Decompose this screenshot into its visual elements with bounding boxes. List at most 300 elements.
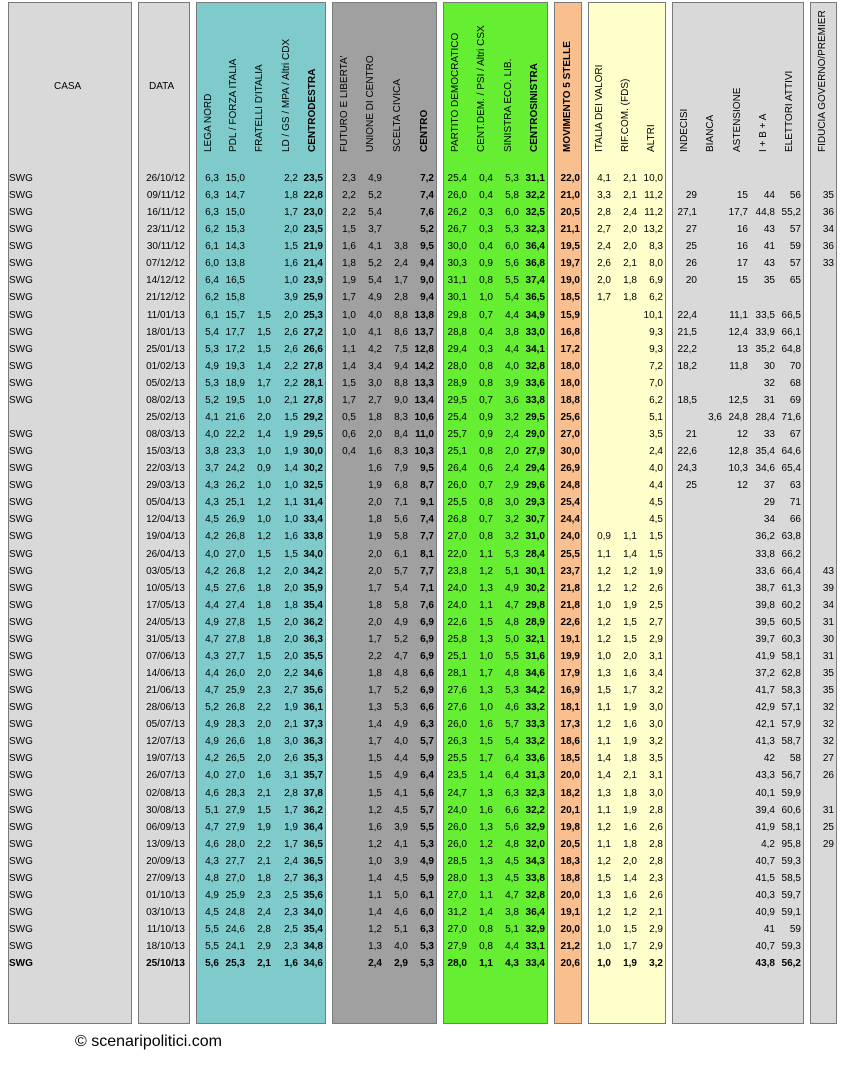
cell-m5s: 18,5 xyxy=(560,292,580,304)
cell-centro: 5,5 xyxy=(420,821,434,833)
cell-altri: 2,6 xyxy=(649,582,663,594)
cell-centrodestra: 27,8 xyxy=(303,394,323,406)
cell-sel: 6,6 xyxy=(505,804,519,816)
cell-sc: 4,0 xyxy=(394,736,408,748)
cell-idv: 1,2 xyxy=(597,633,611,645)
table-row xyxy=(0,597,856,614)
cell-fdi: 1,0 xyxy=(257,446,271,458)
cell-centrosinistra: 32,0 xyxy=(525,838,545,850)
cell-fiducia: 25 xyxy=(822,821,834,833)
cell-idv: 1,0 xyxy=(597,941,611,953)
cell-centro: 7,6 xyxy=(420,207,434,219)
cell-pd: 26,0 xyxy=(447,480,467,492)
cell-pdl: 25,3 xyxy=(225,958,245,970)
cell-idv: 1,5 xyxy=(597,685,611,697)
cell-centrosinistra: 32,2 xyxy=(525,190,545,202)
cell-altri: 1,5 xyxy=(649,548,663,560)
cell-astensione: 15 xyxy=(736,190,748,202)
cell-udc: 4,9 xyxy=(368,173,382,184)
cell-lega-nord: 6,1 xyxy=(205,241,219,253)
cell-indecisi: 22,4 xyxy=(677,309,697,321)
cell-udc: 1,8 xyxy=(368,599,382,611)
cell-pd: 26,3 xyxy=(447,736,467,748)
cell-ld: 2,5 xyxy=(284,924,298,936)
cell-m5s: 20,5 xyxy=(560,838,580,850)
cell-idv: 2,4 xyxy=(597,241,611,253)
cell-lega-nord: 5,3 xyxy=(205,377,219,389)
cell-elettori: 57 xyxy=(789,224,801,236)
header-casa: CASA xyxy=(54,81,82,92)
cell-iba: 40,7 xyxy=(755,855,775,867)
cell-pd: 26,4 xyxy=(447,463,467,475)
cell-data: 25/01/13 xyxy=(146,343,185,355)
cell-fiducia: 32 xyxy=(822,702,834,714)
cell-rc: 1,2 xyxy=(623,565,637,577)
cell-pdl: 26,0 xyxy=(225,668,245,680)
cell-pdl: 23,3 xyxy=(225,446,245,458)
cell-fli: 2,2 xyxy=(342,190,356,202)
cell-ld: 1,8 xyxy=(284,190,298,202)
cell-sc: 8,4 xyxy=(394,429,408,441)
cell-pd: 24,0 xyxy=(447,582,467,594)
cell-udc: 1,6 xyxy=(368,463,382,475)
cell-iba: 41,3 xyxy=(755,736,775,748)
cell-iba: 39,7 xyxy=(755,633,775,645)
cell-rc: 2,1 xyxy=(623,258,637,270)
cell-sc: 5,6 xyxy=(394,514,408,526)
cell-centro: 6,0 xyxy=(420,907,434,918)
cell-elettori: 68 xyxy=(789,377,801,389)
cell-m5s: 21,2 xyxy=(560,941,580,953)
table-row xyxy=(0,443,856,460)
cell-casa: SWG xyxy=(9,326,33,338)
cell-m5s: 30,0 xyxy=(560,446,580,458)
cell-data: 26/10/12 xyxy=(146,173,185,184)
cell-elettori: 64,6 xyxy=(781,446,801,458)
cell-centrodestra: 36,5 xyxy=(303,838,323,850)
cell-cd: 1,3 xyxy=(479,787,493,799)
cell-cd: 1,7 xyxy=(479,668,493,680)
cell-m5s: 24,8 xyxy=(560,480,580,492)
cell-udc: 1,4 xyxy=(368,907,382,918)
cell-ld: 1,9 xyxy=(284,446,298,458)
cell-sc: 7,9 xyxy=(394,463,408,475)
cell-m5s: 18,8 xyxy=(560,872,580,884)
cell-sc: 4,0 xyxy=(394,941,408,953)
cell-fli: 1,0 xyxy=(342,326,356,338)
cell-sc: 8,3 xyxy=(394,446,408,458)
cell-centrodestra: 29,2 xyxy=(303,411,323,423)
cell-ld: 2,0 xyxy=(284,309,298,321)
cell-pdl: 26,9 xyxy=(225,514,245,526)
cell-centro: 7,6 xyxy=(420,599,434,611)
cell-fiducia: 35 xyxy=(822,668,834,680)
cell-data: 22/03/13 xyxy=(146,463,185,475)
cell-iba: 29 xyxy=(763,497,775,509)
table-row xyxy=(0,341,856,358)
cell-casa: SWG xyxy=(9,565,33,577)
cell-altri: 2,9 xyxy=(649,924,663,936)
cell-rc: 1,1 xyxy=(623,531,637,543)
cell-sel: 6,4 xyxy=(505,770,519,782)
cell-pd: 25,8 xyxy=(447,633,467,645)
cell-cd: 1,6 xyxy=(479,719,493,731)
cell-lega-nord: 4,0 xyxy=(205,548,219,560)
cell-centrodestra: 30,2 xyxy=(303,463,323,475)
cell-altri: 2,5 xyxy=(649,599,663,611)
cell-cd: 1,1 xyxy=(479,889,493,901)
cell-centro: 5,9 xyxy=(420,872,434,884)
table-row xyxy=(0,289,856,306)
cell-centro: 6,9 xyxy=(420,633,434,645)
cell-casa: SWG xyxy=(9,582,33,594)
cell-ld: 1,6 xyxy=(284,531,298,543)
cell-pdl: 15,8 xyxy=(225,292,245,304)
cell-pd: 25,4 xyxy=(447,173,467,184)
cell-fdi: 1,5 xyxy=(257,343,271,355)
cell-ld: 2,0 xyxy=(284,650,298,662)
cell-sc: 6,8 xyxy=(394,480,408,492)
cell-sc: 8,3 xyxy=(394,411,408,423)
cell-casa: SWG xyxy=(9,958,33,970)
cell-udc: 1,6 xyxy=(368,821,382,833)
cell-fdi: 2,2 xyxy=(257,838,271,850)
cell-cd: 1,5 xyxy=(479,616,493,628)
cell-ld: 1,5 xyxy=(284,548,298,560)
cell-pdl: 21,6 xyxy=(225,411,245,423)
cell-sc: 5,0 xyxy=(394,889,408,901)
cell-idv: 2,8 xyxy=(597,207,611,219)
cell-fli: 0,4 xyxy=(342,446,356,458)
cell-fdi: 0,9 xyxy=(257,463,271,475)
cell-ld: 1,5 xyxy=(284,411,298,423)
cell-m5s: 19,1 xyxy=(560,633,580,645)
cell-cd: 0,3 xyxy=(479,343,493,355)
cell-centrodestra: 37,8 xyxy=(303,787,323,799)
cell-centro: 5,7 xyxy=(420,736,434,748)
header-sel: SINISTRA ECO. LIB. xyxy=(503,58,514,152)
cell-pdl: 27,8 xyxy=(225,616,245,628)
cell-rc: 1,8 xyxy=(623,753,637,765)
cell-elettori: 59 xyxy=(789,924,801,936)
cell-casa: SWG xyxy=(9,702,33,714)
cell-pd: 22,0 xyxy=(447,548,467,560)
cell-udc: 3,4 xyxy=(368,360,382,372)
cell-elettori: 58,1 xyxy=(781,821,801,833)
cell-fli: 0,5 xyxy=(342,411,356,423)
cell-centro: 13,4 xyxy=(414,394,434,406)
cell-sel: 3,8 xyxy=(505,326,519,338)
cell-centro: 9,4 xyxy=(420,258,434,270)
cell-rc: 2,0 xyxy=(623,855,637,867)
header-centro: CENTRO xyxy=(419,109,430,152)
table-row xyxy=(0,528,856,545)
cell-cd: 0,4 xyxy=(479,326,493,338)
cell-elettori: 59,3 xyxy=(781,855,801,867)
cell-idv: 1,1 xyxy=(597,804,611,816)
cell-sc: 7,5 xyxy=(394,343,408,355)
cell-fli: 1,8 xyxy=(342,258,356,270)
cell-pd: 24,7 xyxy=(447,787,467,799)
cell-fdi: 1,0 xyxy=(257,514,271,526)
cell-centrodestra: 36,5 xyxy=(303,855,323,867)
cell-cd: 0,9 xyxy=(479,411,493,423)
cell-sc: 5,4 xyxy=(394,582,408,594)
cell-sel: 6,0 xyxy=(505,207,519,219)
cell-cd: 0,9 xyxy=(479,258,493,270)
cell-idv: 1,7 xyxy=(597,292,611,304)
cell-fdi: 1,8 xyxy=(257,582,271,594)
header-elettori: ELETTORI ATTIVI xyxy=(784,70,795,152)
cell-m5s: 19,9 xyxy=(560,650,580,662)
cell-m5s: 27,0 xyxy=(560,429,580,441)
cell-fiducia: 30 xyxy=(822,633,834,645)
cell-sc: 5,1 xyxy=(394,924,408,936)
cell-sc: 4,9 xyxy=(394,616,408,628)
cell-centrosinistra: 29,8 xyxy=(525,599,545,611)
table-row xyxy=(0,426,856,443)
cell-rc: 1,7 xyxy=(623,941,637,953)
cell-m5s: 21,1 xyxy=(560,224,580,236)
cell-data: 31/05/13 xyxy=(146,633,185,645)
cell-pd: 30,1 xyxy=(447,292,467,304)
cell-iba: 40,7 xyxy=(755,941,775,953)
cell-rc: 1,4 xyxy=(623,872,637,884)
cell-udc: 1,2 xyxy=(368,804,382,816)
cell-udc: 1,7 xyxy=(368,582,382,594)
cell-fdi: 2,0 xyxy=(257,753,271,765)
cell-elettori: 71,6 xyxy=(781,411,801,423)
cell-data: 13/09/13 xyxy=(146,838,185,850)
cell-sc: 2,9 xyxy=(394,958,408,970)
cell-casa: SWG xyxy=(9,514,33,526)
cell-centro: 6,9 xyxy=(420,650,434,662)
cell-m5s: 17,9 xyxy=(560,668,580,680)
cell-fdi: 2,1 xyxy=(257,958,271,970)
cell-fiducia: 32 xyxy=(822,736,834,748)
cell-data: 12/07/13 xyxy=(146,736,185,748)
cell-fiducia: 33 xyxy=(822,258,834,270)
cell-pdl: 18,9 xyxy=(225,377,245,389)
table-row xyxy=(0,767,856,784)
cell-fdi: 1,6 xyxy=(257,770,271,782)
cell-idv: 1,0 xyxy=(597,650,611,662)
cell-rc: 2,0 xyxy=(623,224,637,236)
cell-sel: 2,9 xyxy=(505,480,519,492)
cell-data: 30/08/13 xyxy=(146,804,185,816)
cell-pdl: 27,7 xyxy=(225,650,245,662)
cell-iba: 39,4 xyxy=(755,804,775,816)
cell-lega-nord: 4,0 xyxy=(205,429,219,441)
cell-centro: 9,0 xyxy=(420,275,434,287)
cell-pdl: 17,7 xyxy=(225,326,245,338)
cell-m5s: 23,7 xyxy=(560,565,580,577)
cell-sc: 5,2 xyxy=(394,633,408,645)
cell-cd: 1,1 xyxy=(479,599,493,611)
cell-pdl: 27,0 xyxy=(225,770,245,782)
cell-data: 05/04/13 xyxy=(146,497,185,509)
cell-sc: 4,5 xyxy=(394,804,408,816)
cell-rc: 1,9 xyxy=(623,599,637,611)
cell-cd: 0,8 xyxy=(479,446,493,458)
cell-sel: 4,8 xyxy=(505,668,519,680)
cell-centro: 13,3 xyxy=(414,377,434,389)
cell-pdl: 26,8 xyxy=(225,531,245,543)
cell-sel: 4,5 xyxy=(505,872,519,884)
cell-centrodestra: 36,2 xyxy=(303,804,323,816)
cell-altri: 6,9 xyxy=(649,275,663,287)
cell-centro: 6,3 xyxy=(420,719,434,731)
cell-sel: 4,7 xyxy=(505,599,519,611)
header-pdl: PDL / FORZA ITALIA xyxy=(228,58,239,152)
cell-centro: 9,5 xyxy=(420,241,434,253)
cell-idv: 1,4 xyxy=(597,770,611,782)
cell-m5s: 24,0 xyxy=(560,531,580,543)
cell-iba: 43,8 xyxy=(755,958,775,970)
cell-sel: 4,8 xyxy=(505,838,519,850)
table-row xyxy=(0,187,856,204)
cell-elettori: 59,9 xyxy=(781,787,801,799)
cell-udc: 1,1 xyxy=(368,889,382,901)
table-row xyxy=(0,733,856,750)
cell-idv: 1,1 xyxy=(597,736,611,748)
cell-lega-nord: 4,7 xyxy=(205,633,219,645)
table-row xyxy=(0,785,856,802)
cell-pdl: 28,0 xyxy=(225,838,245,850)
cell-udc: 4,1 xyxy=(368,241,382,253)
cell-ld: 2,4 xyxy=(284,855,298,867)
cell-indecisi: 18,2 xyxy=(677,360,697,372)
cell-fdi: 1,8 xyxy=(257,872,271,884)
cell-fiducia: 36 xyxy=(822,241,834,253)
cell-casa: SWG xyxy=(9,855,33,867)
table-row xyxy=(0,238,856,255)
cell-lega-nord: 3,8 xyxy=(205,446,219,458)
cell-fiducia: 26 xyxy=(822,770,834,782)
cell-fdi: 2,3 xyxy=(257,889,271,901)
cell-altri: 2,6 xyxy=(649,821,663,833)
cell-udc: 2,7 xyxy=(368,394,382,406)
cell-fiducia: 29 xyxy=(822,838,834,850)
table-row xyxy=(0,887,856,904)
cell-sel: 5,3 xyxy=(505,685,519,697)
cell-idv: 1,1 xyxy=(597,702,611,714)
table-row xyxy=(0,955,856,972)
cell-centrodestra: 34,2 xyxy=(303,565,323,577)
copyright-footer: © scenaripolitici.com xyxy=(75,1033,222,1050)
table-row xyxy=(0,716,856,733)
cell-sc: 5,8 xyxy=(394,599,408,611)
cell-centro: 9,4 xyxy=(420,292,434,304)
cell-cd: 0,9 xyxy=(479,429,493,441)
cell-centrosinistra: 32,3 xyxy=(525,787,545,799)
cell-udc: 1,8 xyxy=(368,411,382,423)
cell-centrodestra: 22,8 xyxy=(303,190,323,202)
cell-elettori: 57,9 xyxy=(781,719,801,731)
cell-iba: 43 xyxy=(763,224,775,236)
cell-centrosinistra: 33,6 xyxy=(525,753,545,765)
cell-centro: 6,9 xyxy=(420,685,434,697)
cell-fiducia: 32 xyxy=(822,719,834,731)
cell-centrosinistra: 36,4 xyxy=(525,907,545,918)
cell-ld: 2,6 xyxy=(284,753,298,765)
cell-altri: 2,8 xyxy=(649,855,663,867)
cell-centrosinistra: 33,0 xyxy=(525,326,545,338)
cell-ld: 1,6 xyxy=(284,258,298,270)
table-row xyxy=(0,631,856,648)
cell-fli: 2,2 xyxy=(342,207,356,219)
cell-pd: 28,8 xyxy=(447,326,467,338)
cell-elettori: 64,8 xyxy=(781,343,801,355)
cell-fli: 1,4 xyxy=(342,360,356,372)
cell-fdi: 1,5 xyxy=(257,616,271,628)
cell-sel: 3,6 xyxy=(505,394,519,406)
cell-centrodestra: 36,3 xyxy=(303,633,323,645)
cell-centrodestra: 35,5 xyxy=(303,650,323,662)
cell-altri: 9,3 xyxy=(649,343,663,355)
cell-ld: 1,5 xyxy=(284,241,298,253)
cell-sel: 5,5 xyxy=(505,650,519,662)
cell-m5s: 19,7 xyxy=(560,258,580,270)
cell-elettori: 58,3 xyxy=(781,685,801,697)
cell-centrosinistra: 33,8 xyxy=(525,394,545,406)
cell-pdl: 25,9 xyxy=(225,685,245,697)
cell-altri: 3,5 xyxy=(649,429,663,441)
cell-indecisi: 27 xyxy=(685,224,697,236)
cell-fdi: 1,2 xyxy=(257,531,271,543)
cell-indecisi: 18,5 xyxy=(677,394,697,406)
cell-astensione: 11,8 xyxy=(729,360,748,372)
cell-udc: 1,0 xyxy=(368,855,382,867)
cell-ld: 1,9 xyxy=(284,702,298,714)
cell-sel: 4,7 xyxy=(505,889,519,901)
cell-pd: 26,2 xyxy=(447,207,467,219)
cell-lega-nord: 5,5 xyxy=(205,924,219,936)
cell-udc: 2,0 xyxy=(368,548,382,560)
cell-pd: 26,0 xyxy=(447,190,467,202)
cell-altri: 7,0 xyxy=(649,377,663,389)
cell-altri: 1,5 xyxy=(649,531,663,543)
cell-udc: 1,8 xyxy=(368,514,382,526)
cell-centrodestra: 35,7 xyxy=(303,770,323,782)
cell-sel: 5,1 xyxy=(505,924,519,936)
cell-pd: 23,5 xyxy=(447,770,467,782)
cell-m5s: 18,2 xyxy=(560,787,580,799)
cell-ld: 2,6 xyxy=(284,343,298,355)
cell-cd: 1,2 xyxy=(479,838,493,850)
cell-pd: 27,0 xyxy=(447,531,467,543)
table-row xyxy=(0,648,856,665)
cell-sel: 3,9 xyxy=(505,377,519,389)
cell-m5s: 17,3 xyxy=(560,719,580,731)
cell-rc: 1,9 xyxy=(623,702,637,714)
cell-astensione: 12 xyxy=(736,429,748,441)
cell-cd: 0,4 xyxy=(479,190,493,202)
cell-data: 16/11/12 xyxy=(146,207,185,219)
cell-lega-nord: 5,1 xyxy=(205,804,219,816)
cell-centrodestra: 29,5 xyxy=(303,429,323,441)
cell-ld: 1,6 xyxy=(284,958,298,970)
cell-udc: 5,2 xyxy=(368,258,382,270)
cell-cd: 0,3 xyxy=(479,224,493,236)
cell-lega-nord: 4,0 xyxy=(205,770,219,782)
cell-sel: 3,2 xyxy=(505,514,519,526)
cell-iba: 44,8 xyxy=(755,207,775,219)
cell-ld: 2,5 xyxy=(284,889,298,901)
cell-sel: 5,8 xyxy=(505,190,519,202)
cell-iba: 35,4 xyxy=(755,446,775,458)
cell-pdl: 16,5 xyxy=(225,275,245,287)
